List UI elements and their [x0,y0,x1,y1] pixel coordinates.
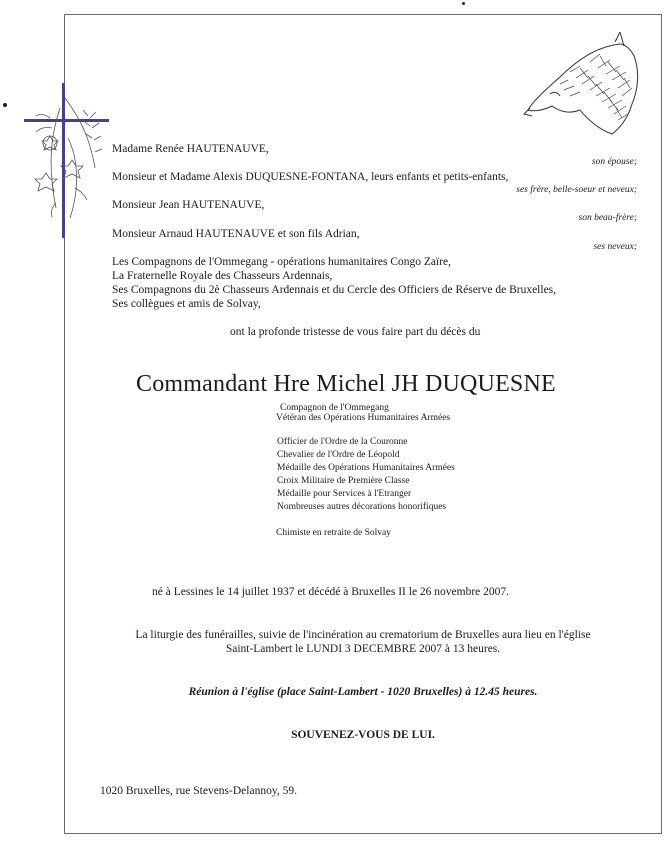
association-line: Ses collègues et amis de Solvay, [112,298,261,310]
boar-head-icon [520,32,650,142]
scan-speck [462,2,465,5]
deceased-subtitle: Compagnon de l'Ommegang [280,403,389,413]
family-name: Madame Renée HAUTENAUVE, [112,143,269,155]
family-name: Monsieur Arnaud HAUTENAUVE et son fils Adrian, [112,228,360,240]
birth-death-dates: né à Lessines le 14 juillet 1937 et décédé à Bruxelles II le 26 novembre 2007. [152,586,510,598]
association-line: Ses Compagnons du 2è Chasseurs Ardennais et du Cercle des Officiers de Réserve de Bruxelles, [112,284,557,296]
cross-with-flowers-icon [20,78,112,240]
reunion-note: Réunion à l'église (place Saint-Lambert - 1020 Bruxelles) à 12.45 heures. [188,686,538,698]
decoration-item: Croix Militaire de Première Classe [277,476,410,486]
deceased-name: Commandant Hre Michel JH DUQUESNE [136,371,556,397]
deceased-subtitle: Vétéran des Opérations Humanitaires Armées [276,413,451,423]
decoration-item: Nombreuses autres décorations honorifiques [277,502,447,512]
announcement: ont la profonde tristesse de vous faire part du décès du [230,326,481,338]
association-line: Les Compagnons de l'Ommegang - opérations humanitaires Congo Zaïre, [112,256,452,268]
funeral-line: La liturgie des funérailles, suivie de l'incinération au crematorium de Bruxelles aura lieu en l'église [135,629,591,641]
association-line: La Fraternelle Royale des Chasseurs Ardennais, [112,270,333,282]
family-relation: son beau-frère; [578,213,637,223]
family-relation: son épouse; [591,157,637,167]
family-name: Monsieur Jean HAUTENAUVE, [112,199,265,211]
scan-speck [3,103,7,107]
profession: Chimiste en retraite de Solvay [276,528,392,538]
family-name: Monsieur et Madame Alexis DUQUESNE-FONTANA, leurs enfants et petits-enfants, [112,171,509,183]
funeral-line: Saint-Lambert le LUNDI 3 DECEMBRE 2007 à 13 heures. [225,643,501,655]
decoration-item: Médaille des Opérations Humanitaires Armées [277,463,455,473]
decoration-item: Chevalier de l'Ordre de Léopold [277,450,400,460]
family-relation: ses frère, belle-soeur et neveux; [516,185,637,195]
remember-line: SOUVENEZ-VOUS DE LUI. [291,729,435,741]
family-relation: ses neveux; [593,242,637,252]
decoration-item: Médaille pour Services à l'Etranger [277,489,412,499]
address: 1020 Bruxelles, rue Stevens-Delannoy, 59. [100,785,297,797]
decoration-item: Officier de l'Ordre de la Couronne [277,437,408,447]
